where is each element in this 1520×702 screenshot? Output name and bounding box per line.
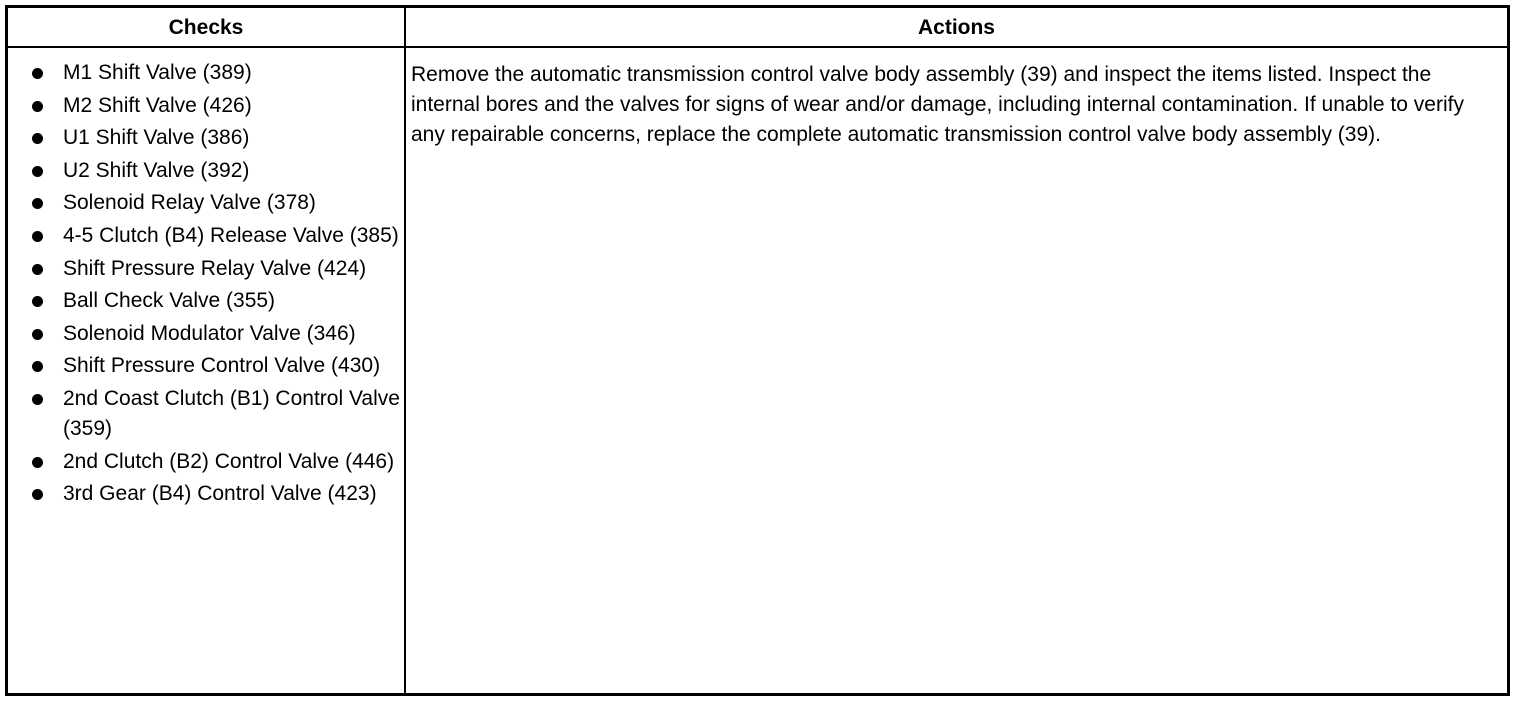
check-item-text: 4-5 Clutch (B4) Release Valve (385) (63, 223, 399, 247)
checks-cell (8, 48, 404, 693)
list-item (8, 254, 404, 284)
check-item-text: Shift Pressure Relay Valve (424) (63, 256, 367, 280)
list-item (8, 91, 404, 121)
check-item-text: Ball Check Valve (355) (63, 289, 276, 313)
list-item (8, 221, 404, 251)
bullet-icon (32, 457, 43, 468)
bullet-icon (32, 489, 43, 500)
checks-actions-table (5, 5, 1510, 696)
list-item (8, 384, 404, 444)
bullet-icon (32, 329, 43, 340)
check-item-text: 3rd Gear (B4) Control Valve (423) (63, 482, 377, 506)
check-item-text: U2 Shift Valve (392) (63, 158, 250, 182)
list-item (8, 123, 404, 153)
actions-column-header: Actions (917, 16, 995, 39)
bullet-icon (32, 101, 43, 112)
list-item (8, 351, 404, 381)
bullet-icon (32, 394, 43, 405)
action-instructions: Remove the automatic transmission control valve body assembly (39) and inspect the items listed. Inspect the internal bores and the valves for signs of wear and/or damage, including internal contamination. If unable to verify any repairable concerns, replace the complete automatic transmission control valve body assembly (39). (411, 63, 1464, 146)
bullet-icon (32, 133, 43, 144)
list-item (8, 447, 404, 477)
list-item (8, 479, 404, 509)
bullet-icon (32, 264, 43, 275)
bullet-icon (32, 198, 43, 209)
list-item (8, 286, 404, 316)
list-item (8, 58, 404, 88)
bullet-icon (32, 231, 43, 242)
bullet-icon (32, 166, 43, 177)
checks-list (8, 58, 404, 512)
check-item-text: Solenoid Modulator Valve (346) (63, 321, 356, 345)
checks-column-header: Checks (168, 16, 244, 39)
list-item (8, 156, 404, 186)
list-item (8, 319, 404, 349)
check-item-text: M1 Shift Valve (389) (63, 61, 252, 84)
check-item-text: Solenoid Relay Valve (378) (63, 191, 316, 215)
check-item-text: U1 Shift Valve (386) (63, 126, 250, 150)
bullet-icon (32, 296, 43, 307)
table-header-row (8, 8, 1507, 48)
bullet-icon (32, 361, 43, 372)
check-item-text: M2 Shift Valve (426) (63, 93, 252, 117)
bullet-icon (32, 68, 43, 79)
list-item (8, 188, 404, 218)
check-item-text: Shift Pressure Control Valve (430) (63, 354, 381, 378)
actions-cell (406, 48, 1507, 693)
check-item-text: 2nd Clutch (B2) Control Valve (446) (63, 449, 395, 473)
check-item-text: 2nd Coast Clutch (B1) Control Valve (359) (63, 386, 400, 440)
